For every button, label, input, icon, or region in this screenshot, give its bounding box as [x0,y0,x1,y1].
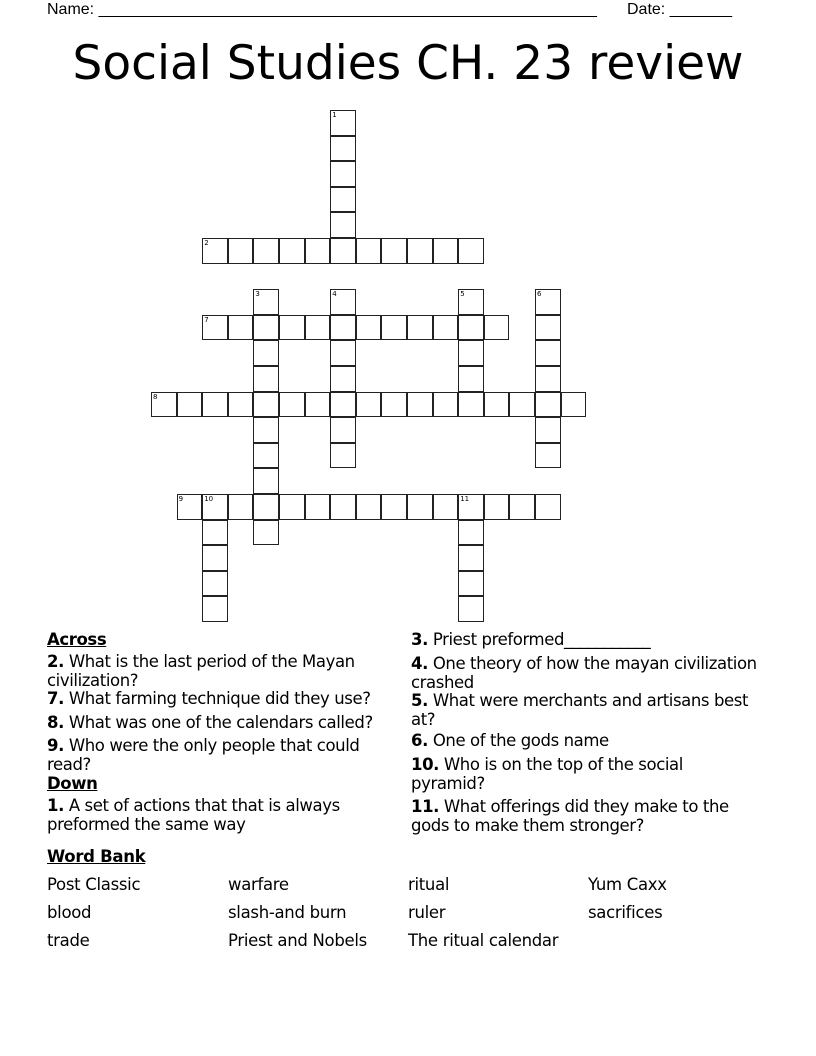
grid-cell[interactable] [535,417,561,443]
clue-text: One theory of how the mayan civilization crashed [411,654,757,692]
cell-number: 8 [153,392,158,401]
cell-number: 11 [460,495,470,503]
word-bank-item: ritual [408,875,450,894]
grid-cell[interactable] [253,494,279,520]
clue-down-6 [411,732,761,751]
grid-cell[interactable] [253,315,279,341]
grid-cell[interactable] [330,340,356,366]
grid-cell[interactable] [356,494,382,520]
clue-number: 3. [411,630,428,649]
grid-cell[interactable] [253,340,279,366]
grid-cell[interactable] [177,494,203,520]
grid-cell[interactable] [535,289,561,315]
clue-text: Who is on the top of the social pyramid? [411,755,683,793]
clue-number: 8. [47,713,64,732]
grid-cell[interactable] [330,212,356,238]
clue-number: 7. [47,689,64,708]
grid-cell[interactable] [305,315,331,341]
clue-down-5 [411,692,761,729]
grid-cell[interactable] [253,289,279,315]
across-heading: Across [47,630,107,649]
grid-cell[interactable] [279,494,305,520]
clue-number: 6. [411,731,428,750]
grid-cell[interactable] [202,545,228,571]
grid-cell[interactable] [407,392,433,418]
clue-across-7 [47,690,397,709]
clue-text: What was one of the calendars called? [68,713,373,732]
grid-cell[interactable] [202,571,228,597]
clue-text: What farming technique did they use? [68,689,371,708]
word-bank-item: sacrifices [588,903,663,922]
grid-cell[interactable] [433,238,459,264]
grid-cell[interactable] [228,494,254,520]
clue-number: 2. [47,652,64,671]
grid-cell[interactable] [535,494,561,520]
word-bank-item: warfare [228,875,289,894]
grid-cell[interactable] [330,366,356,392]
clue-text: A set of actions that that is always preformed the same way [47,796,340,834]
clue-down-10 [411,756,761,793]
clue-text: Who were the only people that could read? [47,736,360,774]
grid-cell[interactable] [458,494,484,520]
grid-cell[interactable] [535,392,561,418]
clue-text: What is the last period of the Mayan civilization? [47,652,355,690]
clue-text: Priest preformed___________ [432,630,651,649]
grid-cell[interactable] [407,315,433,341]
word-bank-heading: Word Bank [47,847,146,866]
word-bank-item: slash-and burn [228,903,347,922]
grid-cell[interactable] [330,238,356,264]
down-heading: Down [47,774,98,793]
cell-number: 3 [255,290,260,299]
grid-cell[interactable] [279,238,305,264]
grid-cell[interactable] [202,238,228,264]
grid-cell[interactable] [458,571,484,597]
clue-text: One of the gods name [432,731,609,750]
grid-cell[interactable] [330,392,356,418]
grid-cell[interactable] [330,110,356,136]
clue-text: What offerings did they make to the gods to make them stronger? [411,797,729,835]
grid-cell[interactable] [228,392,254,418]
grid-cell[interactable] [177,392,203,418]
grid-cell[interactable] [484,315,510,341]
grid-cell[interactable] [458,315,484,341]
grid-cell[interactable] [509,392,535,418]
grid-cell[interactable] [253,468,279,494]
grid-cell[interactable] [202,494,228,520]
grid-cell[interactable] [535,443,561,469]
grid-cell[interactable] [330,315,356,341]
grid-cell[interactable] [253,366,279,392]
grid-cell[interactable] [381,315,407,341]
cell-number: 2 [204,239,209,247]
cell-number: 6 [537,290,542,299]
grid-cell[interactable] [535,340,561,366]
date-field[interactable]: Date: _______ [627,1,732,18]
clue-down-1 [47,797,397,834]
clue-number: 4. [411,654,428,673]
grid-cell[interactable] [330,136,356,162]
cell-number: 4 [332,290,337,299]
grid-cell[interactable] [458,366,484,392]
grid-cell[interactable] [433,392,459,418]
grid-cell[interactable] [458,289,484,315]
clue-down-4 [411,655,761,692]
grid-cell[interactable] [381,494,407,520]
grid-cell[interactable] [253,392,279,418]
clue-number: 10. [411,755,440,774]
grid-cell[interactable] [535,315,561,341]
clue-number: 9. [47,736,64,755]
grid-cell[interactable] [381,238,407,264]
grid-cell[interactable] [305,392,331,418]
word-bank-item: blood [47,903,92,922]
grid-cell[interactable] [509,494,535,520]
grid-cell[interactable] [381,392,407,418]
cell-number: 10 [204,495,214,503]
grid-cell[interactable] [458,596,484,622]
clue-number: 5. [411,691,428,710]
grid-cell[interactable] [356,315,382,341]
grid-cell[interactable] [279,392,305,418]
grid-cell[interactable] [484,392,510,418]
grid-cell[interactable] [253,520,279,546]
clue-across-2 [47,653,397,690]
grid-cell[interactable] [279,315,305,341]
grid-cell[interactable] [535,366,561,392]
grid-cell[interactable] [330,161,356,187]
cell-number: 9 [178,495,184,503]
grid-cell[interactable] [330,443,356,469]
grid-cell[interactable] [305,238,331,264]
clue-text: What were merchants and artisans best at? [411,691,749,729]
grid-cell[interactable] [433,494,459,520]
grid-cell[interactable] [330,417,356,443]
grid-cell[interactable] [151,392,177,418]
grid-cell[interactable] [228,315,254,341]
grid-cell[interactable] [305,494,331,520]
clue-across-9 [47,737,397,774]
grid-cell[interactable] [202,520,228,546]
grid-cell[interactable] [330,187,356,213]
page-title: Social Studies CH. 23 review [72,36,744,91]
grid-cell[interactable] [253,238,279,264]
grid-cell[interactable] [228,238,254,264]
clue-number: 1. [47,796,64,815]
grid-cell[interactable] [458,520,484,546]
word-bank-item: Yum Caxx [588,875,667,894]
grid-cell[interactable] [484,494,510,520]
clue-number: 11. [411,797,440,816]
grid-cell[interactable] [356,238,382,264]
clue-across-8 [47,714,397,733]
grid-cell[interactable] [330,494,356,520]
word-bank-item: Post Classic [47,875,141,894]
grid-cell[interactable] [356,392,382,418]
cell-number: 7 [204,315,209,324]
grid-cell[interactable] [458,340,484,366]
grid-cell[interactable] [458,238,484,264]
word-bank-item: Priest and Nobels [228,931,367,950]
name-field[interactable]: Name: ________________________________________________________ [47,1,597,18]
clue-down-3 [411,631,761,650]
grid-cell[interactable] [433,315,459,341]
grid-cell[interactable] [202,392,228,418]
grid-cell[interactable] [202,315,228,341]
cell-number: 1 [332,111,337,119]
grid-cell[interactable] [330,289,356,315]
grid-cell[interactable] [407,494,433,520]
grid-cell[interactable] [253,443,279,469]
word-bank-item: trade [47,931,90,950]
grid-cell[interactable] [407,238,433,264]
word-bank-item: ruler [408,903,446,922]
cell-number: 5 [460,290,465,299]
grid-cell[interactable] [253,417,279,443]
grid-cell[interactable] [458,392,484,418]
grid-cell[interactable] [458,545,484,571]
grid-cell[interactable] [561,392,587,418]
grid-cell[interactable] [202,596,228,622]
clue-down-11 [411,798,761,835]
word-bank-item: The ritual calendar [408,931,559,950]
